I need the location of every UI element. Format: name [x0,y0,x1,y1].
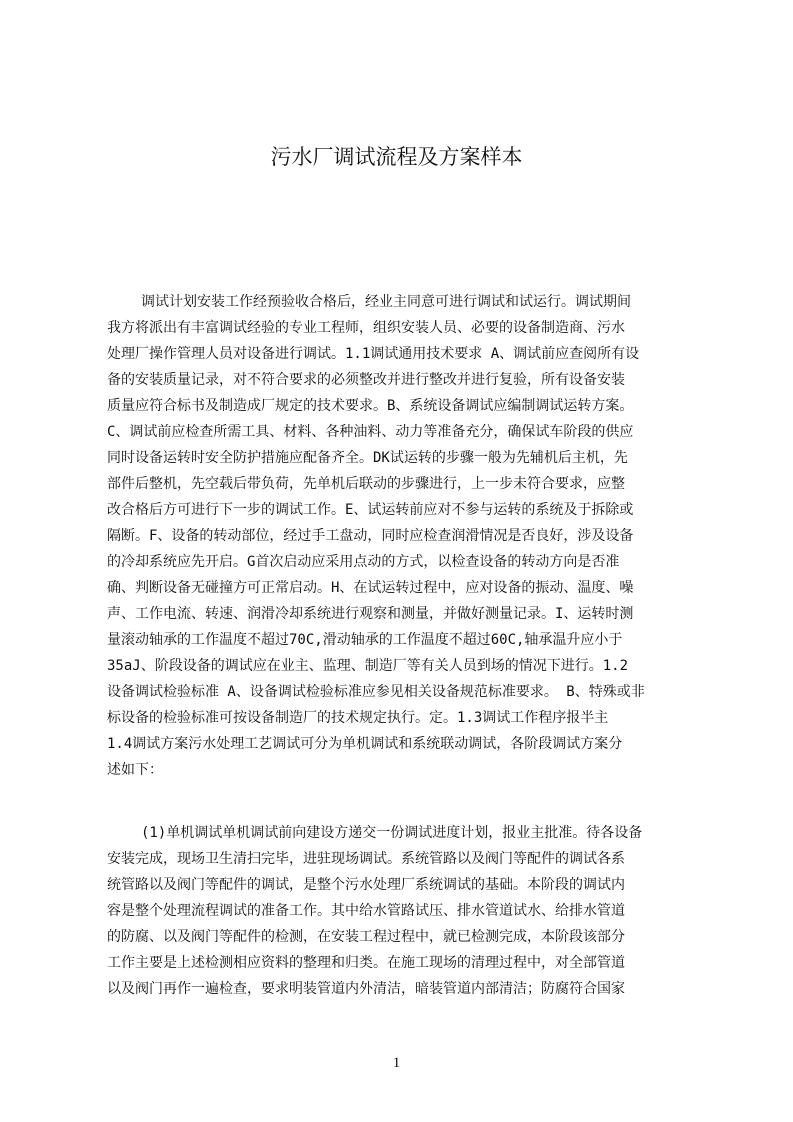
body-text-line: C、调试前应检查所需工具、材料、各种油料、动力等准备充分，确保试车阶段的供应 [107,424,634,440]
body-text-line: 统管路以及阀门等配件的调试，是整个污水处理厂系统调试的基础。本阶段的调试内 [107,877,625,893]
body-text-line: 部件后整机，先空载后带负荷，先单机后联动的步骤进行，上一步未符合要求，应整 [107,476,625,492]
body-text-line: 隔断。F、设备的转动部位，经过手工盘动，同时应检查润滑情况是否良好，涉及设备 [107,528,634,544]
body-text-line: 声、工作电流、转速、润滑冷却系统进行观察和测量，并做好测量记录。I、运转时测 [107,606,634,622]
body-text-line: 的冷却系统应先开启。G首次启动应采用点动的方式，以检查设备的转动方向是否准 [107,554,620,570]
body-text-line: 调试计划安装工作经预验收合格后，经业主同意可进行调试和试运行。调试期间 [141,294,631,310]
body-text-line: 确、判断设备无碰撞方可正常启动。H、在试运转过程中，应对设备的振动、温度、噪 [107,580,634,596]
body-text-line: 以及阀门再作一遍检查，要求明装管道内外清洁，暗装管道内部清洁；防腐符合国家 [107,981,625,997]
body-text-line: 工作主要是上述检测相应资料的整理和归类。在施工现场的清理过程中，对全部管道 [107,955,625,971]
document-title: 污水厂调试流程及方案样本 [270,145,523,169]
body-text-line: 同时设备运转时安全防护措施应配备齐全。DK试运转的步骤一般为先辅机后主机，先 [107,450,628,466]
body-text-line: 处理厂操作管理人员对设备进行调试。1.1调试通用技术要求 A、调试前应查阅所有设 [107,346,640,362]
body-text-line: 我方将派出有丰富调试经验的专业工程师，组织安装人员、必要的设备制造商、污水 [107,320,625,336]
page-number: 1 [392,1055,401,1071]
body-text-line: 1.4调试方案污水处理工艺调试可分为单机调试和系统联动调试，各阶段调试方案分 [107,736,623,752]
body-text-line: 35aJ、阶段设备的调试应在业主、监理、制造厂等有关人员到场的情况下进行。1.2 [107,658,628,674]
body-text-line: 设备调试检验标准 A、设备调试检验标准应参见相关设备规范标准要求。 B、特殊或非 [107,684,645,700]
body-text-line: 安装完成，现场卫生清扫完毕，进驻现场调试。系统管路以及阀门等配件的调试各系 [107,851,625,867]
body-text-line: 述如下： [107,762,163,778]
body-text-line: (1)单机调试单机调试前向建设方递交一份调试进度计划，报业主批准。待各设备 [141,825,643,841]
body-text-line: 标设备的检验标准可按设备制造厂的技术规定执行。定。1.3调试工作程序报半主 [107,710,609,726]
body-text-line: 容是整个处理流程调试的准备工作。其中给水管路试压、排水管道试水、给排水管道 [107,903,625,919]
body-text-line: 的防腐、以及阀门等配件的检测，在安装工程过程中，就已检测完成，本阶段该部分 [107,929,625,945]
body-text-line: 改合格后方可进行下一步的调试工作。E、试运转前应对不参与运转的系统及于拆除或 [107,502,634,518]
body-text-line: 量滚动轴承的工作温度不超过70C,滑动轴承的工作温度不超过60C,轴承温升应小于 [107,632,623,648]
body-text-line: 质量应符合标书及制造成厂规定的技术要求。B、系统设备调试应编制调试运转方案。 [107,398,634,414]
body-text-line: 备的安装质量记录，对不符合要求的必须整改并进行整改并进行复验，所有设备安装 [107,372,625,388]
